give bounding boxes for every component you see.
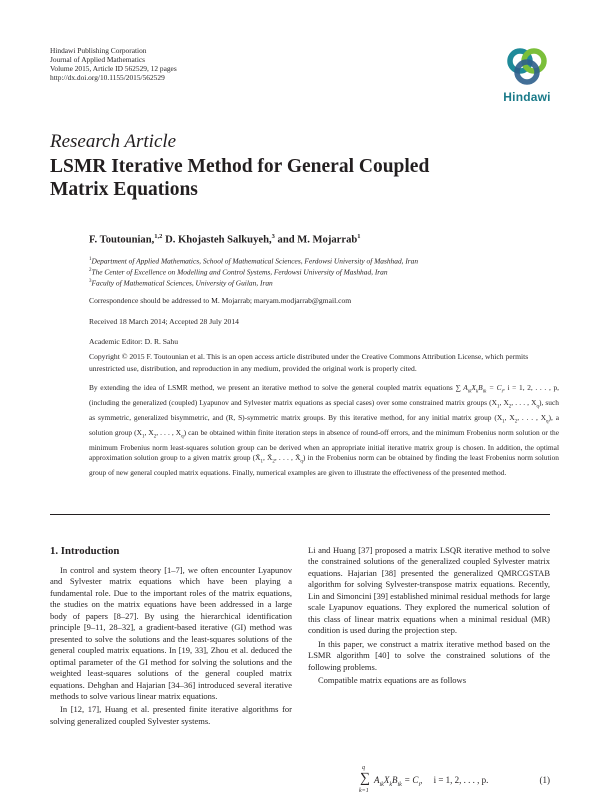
section-heading: 1. Introduction <box>50 545 120 557</box>
divider <box>50 514 550 515</box>
left-column <box>50 565 292 727</box>
author-name: and M. Mojarrab <box>277 234 358 246</box>
logo-text: Hindawi <box>503 90 551 104</box>
publisher-name: Hindawi Publishing Corporation <box>50 46 147 55</box>
equation-body: $A_{ik}X_kB_{ik} = C_i$, i = 1, 2, . . . , p. <box>374 775 489 788</box>
author-affiliation-marker: 3 <box>271 233 275 240</box>
abstract <box>89 383 559 479</box>
affiliation-marker: 2 <box>89 268 92 273</box>
author-affiliation-marker: 1 <box>357 233 361 240</box>
equation-number: (1) <box>539 775 550 785</box>
affiliation <box>89 277 559 288</box>
doi-link[interactable]: http://dx.doi.org/10.1155/2015/562529 <box>50 73 165 82</box>
affiliation-text: The Center of Excellence on Modelling and Control Systems, Ferdowsi University of Mashhad, Iran <box>91 267 388 277</box>
paragraph: Compatible matrix equations are as follows <box>318 674 467 685</box>
affiliation <box>89 255 559 266</box>
author-name: F. Toutounian, <box>89 234 155 246</box>
title-line-1: LSMR Iterative Method for General Coupled <box>50 156 430 177</box>
affiliation-marker: 1 <box>89 257 92 262</box>
author-affiliation-marker: 1,2 <box>154 233 163 240</box>
author-name: D. Khojasteh Salkuyeh, <box>165 234 272 246</box>
affiliation-text: Department of Applied Mathematics, School of Mathematical Sciences, Ferdowsi University of Mashhad, Iran <box>91 256 419 266</box>
abstract-text: By extending the idea of LSMR method, we present an iterative method to solve the general coupled matrix equations ∑ $A_{ik}X_kB_{ik} = C_i$, i = 1, 2, . . . , p, (including the generalized (coupled) Lyapunov and Sylvester matrix equations as special cases) over some constrained matrix groups ($X_1$, $X_2$, . . . , $X_q$), such as symmetric, generalized bisymmetric, and (R, S)-symmetric matrix groups. By this iterative method, for any initial matrix group ($X_1$, $X_2$, . . . , $X_q$), a solution group ($X_1$, $X_2$, . . . , $X_q$) can be obtained within finite iteration steps in absence of round-off errors, and the minimum Frobenius norm solution or the minimum Frobenius norm least-squares solution group can be derived when an appropriate initial iterative matrix group is chosen. In addition, the optimal approximation solution group to a given matrix group ($X̄_1$, $X̄_2$, . . . , $X̄_q$) in the Frobenius norm can be obtained by finding the least Frobenius norm solution group of new general coupled matrix equations. Finally, numerical examples are given to illustrate the effectiveness of the presented method. <box>89 383 559 478</box>
sum-upper-limit: q <box>362 765 365 771</box>
affiliation-text: Faculty of Mathematical Sciences, University of Guilan, Iran <box>91 278 273 288</box>
paragraph: In control and system theory [1–7], we often encounter Lyapunov and Sylvester matrix equations which have been playing a fundamental role. Due to the important roles of the matrix equations, the studies on the matrix equations have been addressed in a large body of papers [8–27]. By using the hierarchical identification principle [9–11, 28–32], a gradient-based iterative (GI) method was presented to solve the solutions and the least-squares solutions of the general coupled matrix equations. In [19, 33], Zhou et al. deduced the optimal parameter of the GI method for solving the solutions and the weighted least-squares solutions of the general coupled matrix equations. Dehghan and Hajarian [34–36] introduced several iterative methods to solve various linear matrix equations. <box>50 565 292 701</box>
paragraph: In [12, 17], Huang et al. presented finite iterative algorithms for solving generalized coupled Sylvester systems. <box>50 704 292 726</box>
title-line-2: Matrix Equations <box>50 179 198 200</box>
hindawi-logo[interactable] <box>498 44 556 104</box>
volume-info: Volume 2015, Article ID 562529, 12 pages <box>50 64 177 73</box>
right-column <box>308 545 550 686</box>
correspondence: Correspondence should be addressed to M. Mojarrab; maryam.modjarrab@gmail.com <box>89 296 352 305</box>
copyright-notice: Copyright © 2015 F. Toutounian et al. This is an open access article distributed under the Creative Commons Attribution License, which permits unrestricted use, distribution, and reproduction in any medium, provided the original work is properly cited. <box>89 352 529 373</box>
journal-header <box>50 46 177 82</box>
paper-title <box>50 155 470 201</box>
article-type: Research Article <box>50 131 177 152</box>
affiliation <box>89 266 559 277</box>
hindawi-logo-icon <box>505 44 549 88</box>
sum-symbol: ∑ <box>360 771 370 786</box>
sum-lower-limit: k=1 <box>359 788 369 794</box>
paragraph: Li and Huang [37] proposed a matrix LSQR iterative method to solve the constrained solutions of the generalized coupled Sylvester matrix equations. Hajarian [38] presented the generalized QMRCGSTAB algorithm for solving Sylvester-transpose matrix equations. Recently, Lin and Simoncini [39] established minimal residual methods for large scale Lyapunov equations. They explored the numerical solution of this class of linear matrix equations when a minimal residual (MR) condition is used during the projection step. <box>308 545 550 636</box>
author-list <box>89 233 361 246</box>
affiliation-marker: 3 <box>89 279 92 284</box>
received-date: Received 18 March 2014; Accepted 28 July 2014 <box>89 317 239 326</box>
paragraph: In this paper, we construct a matrix iterative method based on the LSMR algorithm [40] to solve the constrained solutions of the following problems. <box>308 638 550 672</box>
equation-1 <box>308 765 550 800</box>
journal-name: Journal of Applied Mathematics <box>50 55 146 64</box>
academic-editor: Academic Editor: D. R. Sahu <box>89 337 178 346</box>
